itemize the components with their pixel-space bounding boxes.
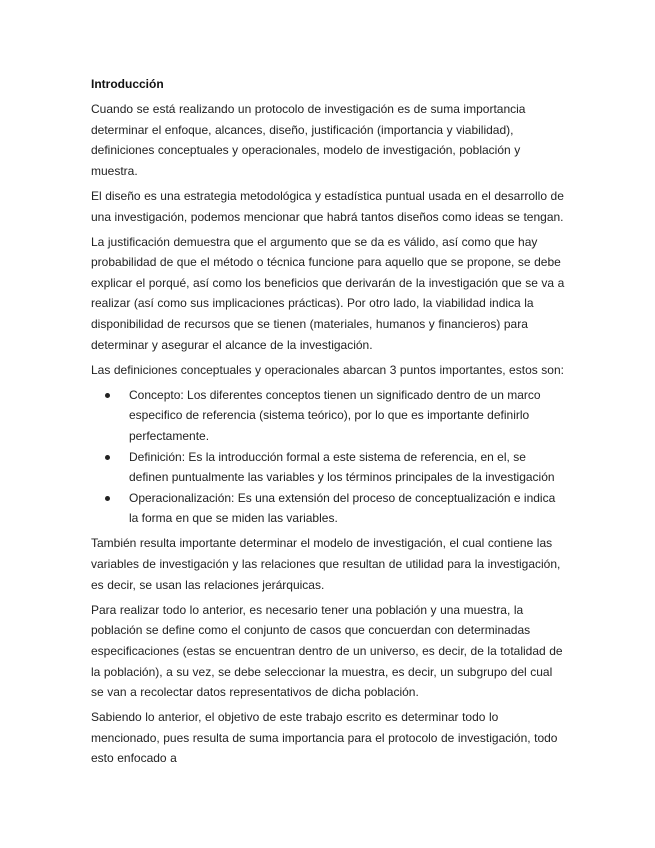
list-item-text: Operacionalización: Es una extensión del proceso de conceptualización e indica la forma en que se miden las variables.	[129, 490, 556, 526]
document-body	[91, 74, 566, 774]
definitions-list	[91, 385, 566, 529]
paragraph-poblacion: Para realizar todo lo anterior, es necesario tener una población y una muestra, la población se define como el conjunto de casos que concuerdan con determinadas especificaciones (estas se encuentran dentro de un universo, es decir, de la totalidad de la población), a su vez, se debe seleccionar la muestra, es decir, un subgrupo del cual se van a recolectar datos representativos de dicha población.	[91, 602, 563, 700]
bullet-icon	[105, 455, 110, 460]
document-title: Introducción	[91, 77, 164, 91]
list-item-text: Concepto: Los diferentes conceptos tienen un significado dentro de un marco especifico de referencia (sistema teórico), por lo que es importante definirlo perfectamente.	[129, 387, 541, 443]
paragraph-justificacion: La justificación demuestra que el argumento que se da es válido, así como que hay probabilidad de que el método o técnica funcione para aquello que se propone, se debe explicar el porqué, así como los beneficios que derivarán de la investigación que se va a realizar (así como sus implicaciones prácticas). Por otro lado, la viabilidad indica la disponibilidad de recursos que se tienen (materiales, humanos y financieros) para determinar y asegurar el alcance de la investigación.	[91, 234, 565, 352]
paragraph-diseno: El diseño es una estrategia metodológica y estadística puntual usada en el desarrollo de una investigación, podemos mencionar que habrá tantos diseños como ideas se tengan.	[91, 188, 564, 224]
paragraph-intro: Cuando se está realizando un protocolo de investigación es de suma importancia determinar el enfoque, alcances, diseño, justificación (importancia y viabilidad), definiciones conceptuales y operacionales, modelo de investigación, población y muestra.	[91, 102, 526, 178]
list-item-definicion	[91, 447, 566, 488]
list-item-concepto	[91, 385, 566, 447]
paragraph-objetivo: Sabiendo lo anterior, el objetivo de este trabajo escrito es determinar todo lo mencionado, pues resulta de suma importancia para el protocolo de investigación, todo esto enfocado a	[91, 710, 558, 766]
list-item-text: Definición: Es la introducción formal a este sistema de referencia, en el, se definen puntualmente las variables y los términos principales de la investigación	[129, 449, 555, 485]
bullet-icon	[105, 393, 110, 398]
paragraph-modelo: También resulta importante determinar el modelo de investigación, el cual contiene las variables de investigación y las relaciones que resultan de utilidad para la investigación, es decir, se usan las relaciones jerárquicas.	[91, 536, 561, 592]
paragraph-definiciones-lead: Las definiciones conceptuales y operacionales abarcan 3 puntos importantes, estos son:	[91, 362, 564, 377]
list-item-operacionalizacion	[91, 488, 566, 529]
bullet-icon	[105, 496, 110, 501]
